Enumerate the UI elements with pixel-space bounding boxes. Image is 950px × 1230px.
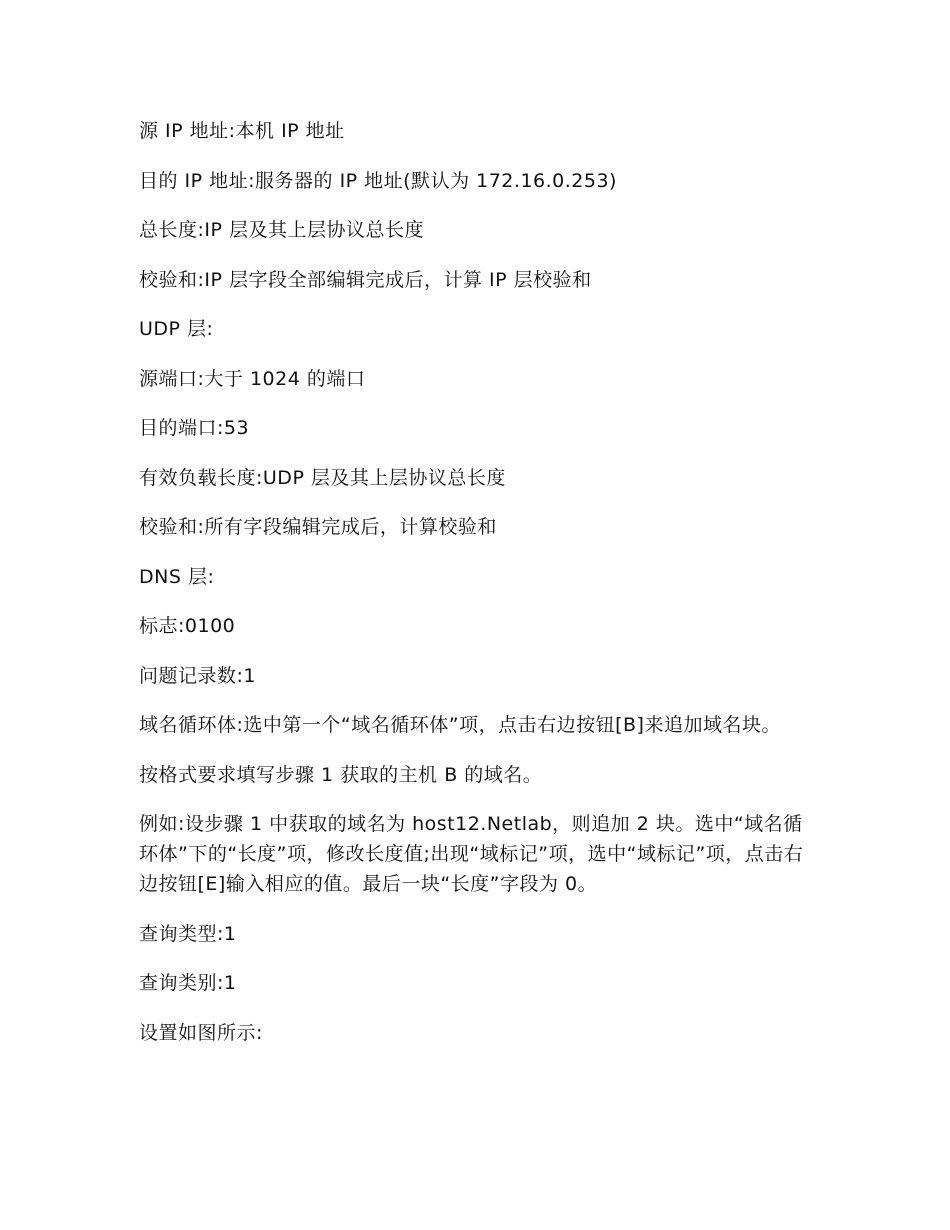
section-heading-dns: DNS 层:	[139, 565, 215, 588]
paragraph-fill-domain: 按格式要求填写步骤 1 获取的主机 B 的域名。	[139, 763, 543, 786]
paragraph-destination-port: 目的端口:53	[139, 417, 250, 439]
paragraph-payload-length: 有效负载长度:UDP 层及其上层协议总长度	[139, 466, 506, 489]
paragraph-total-length: 总长度:IP 层及其上层协议总长度	[139, 219, 425, 241]
paragraph-ip-checksum: 校验和:IP 层字段全部编辑完成后，计算 IP 层校验和	[139, 268, 592, 291]
paragraph-query-type: 查询类型:1	[139, 922, 237, 945]
section-heading-udp: UDP 层:	[139, 318, 214, 340]
paragraph-settings-figure: 设置如图所示:	[139, 1021, 263, 1044]
paragraph-source-port: 源端口:大于 1024 的端口	[139, 367, 366, 390]
document-body	[139, 116, 814, 1067]
paragraph-udp-checksum: 校验和:所有字段编辑完成后，计算校验和	[139, 516, 497, 538]
paragraph-question-count: 问题记录数:1	[139, 664, 256, 687]
paragraph-destination-ip: 目的 IP 地址:服务器的 IP 地址(默认为 172.16.0.253)	[139, 169, 617, 192]
paragraph-flags: 标志:0100	[139, 615, 236, 637]
paragraph-source-ip: 源 IP 地址:本机 IP 地址	[139, 120, 345, 142]
paragraph-domain-loop: 域名循环体:选中第一个“域名循环体”项，点击右边按钮[B]来追加域名块。	[139, 714, 781, 736]
paragraph-query-class: 查询类别:1	[139, 972, 237, 994]
paragraph-example: 例如:设步骤 1 中获取的域名为 host12.Netlab，则追加 2 块。选中“域名循环体”下的“长度”项，修改长度值;出现“域标记”项，选中“域标记”项，点击右边按钮[E]输入相应的值。最后一块“长度”字段为 0。	[139, 813, 804, 895]
